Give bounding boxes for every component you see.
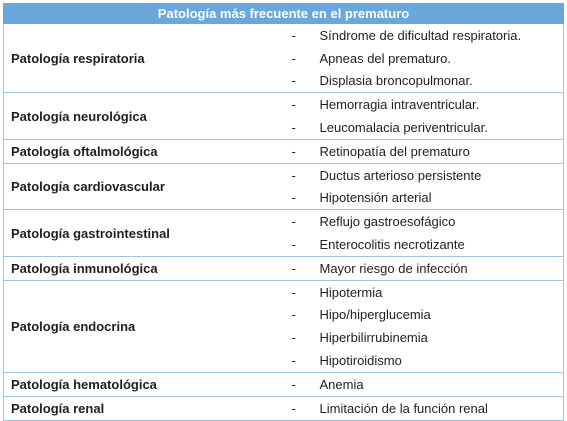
- table-row: [4, 163, 564, 210]
- category-label: Patología cardiovascular: [4, 163, 284, 210]
- item-text: Hipotensión arterial: [319, 190, 432, 206]
- dash-bullet: -: [291, 167, 296, 183]
- items-cell: [284, 210, 564, 257]
- list-item: [284, 47, 564, 70]
- category-label: Patología oftalmológica: [4, 139, 284, 163]
- list-item: [284, 304, 564, 327]
- dash-bullet: -: [291, 330, 296, 346]
- table-row: [4, 139, 564, 163]
- table-row: [4, 396, 564, 420]
- items-cell: [284, 163, 564, 210]
- dash-bullet: -: [291, 120, 296, 136]
- dash-bullet: -: [291, 353, 296, 369]
- list-item: [284, 210, 564, 233]
- items-cell: [284, 139, 564, 163]
- list-item: [284, 116, 564, 139]
- category-label: Patología endocrina: [4, 280, 284, 372]
- list-item: [284, 397, 564, 420]
- table-row: [4, 280, 564, 372]
- dash-bullet: -: [291, 237, 296, 253]
- category-label: Patología inmunológica: [4, 256, 284, 280]
- items-cell: [284, 24, 564, 93]
- item-text: Síndrome de dificultad respiratoria.: [319, 27, 522, 43]
- list-item: [284, 373, 564, 396]
- dash-bullet: -: [291, 50, 296, 66]
- list-item: [284, 349, 564, 372]
- dash-bullet: -: [291, 260, 296, 276]
- item-text: Hipotermia: [319, 284, 383, 300]
- list-item: [284, 233, 564, 256]
- dash-bullet: -: [291, 307, 296, 323]
- item-text: Anemia: [319, 376, 364, 392]
- dash-bullet: -: [291, 143, 296, 159]
- items-cell: [284, 93, 564, 140]
- category-label: Patología gastrointestinal: [4, 210, 284, 257]
- pathology-table: [3, 3, 564, 421]
- dash-bullet: -: [291, 97, 296, 113]
- table-row: [4, 372, 564, 396]
- list-item: [284, 164, 564, 187]
- item-text: Limitación de la función renal: [319, 400, 488, 416]
- table-row: [4, 210, 564, 257]
- item-text: Apneas del prematuro.: [319, 50, 452, 66]
- dash-bullet: -: [291, 400, 296, 416]
- category-label: Patología hematológica: [4, 372, 284, 396]
- item-text: Leucomalacia periventricular.: [319, 120, 488, 136]
- list-item: [284, 257, 564, 280]
- item-text: Hipo/hiperglucemia: [319, 307, 431, 323]
- items-cell: [284, 256, 564, 280]
- list-item: [284, 70, 564, 93]
- category-label: Patología renal: [4, 396, 284, 420]
- table-body: [4, 24, 564, 421]
- table-row: [4, 93, 564, 140]
- item-text: Hipotiroidismo: [319, 353, 402, 369]
- dash-bullet: -: [291, 73, 296, 89]
- item-text: Enterocolitis necrotizante: [319, 237, 465, 253]
- category-label: Patología respiratoria: [4, 24, 284, 93]
- dash-bullet: -: [291, 376, 296, 392]
- items-cell: [284, 396, 564, 420]
- dash-bullet: -: [291, 284, 296, 300]
- list-item: [284, 281, 564, 304]
- list-item: [284, 187, 564, 210]
- list-item: [284, 93, 564, 116]
- list-item: [284, 326, 564, 349]
- item-text: Hiperbilirrubinemia: [319, 330, 428, 346]
- category-label: Patología neurológica: [4, 93, 284, 140]
- item-text: Mayor riesgo de infección: [319, 260, 468, 276]
- items-cell: [284, 280, 564, 372]
- item-text: Reflujo gastroesofágico: [319, 214, 456, 230]
- item-text: Retinopatía del prematuro: [319, 143, 470, 159]
- table-title: Patología más frecuente en el prematuro: [4, 4, 564, 24]
- item-text: Displasia broncopulmonar.: [319, 73, 473, 89]
- item-text: Ductus arterioso persistente: [319, 167, 482, 183]
- table-row: [4, 256, 564, 280]
- items-cell: [284, 372, 564, 396]
- dash-bullet: -: [291, 190, 296, 206]
- item-text: Hemorragia intraventricular.: [319, 97, 480, 113]
- table-row: [4, 24, 564, 93]
- list-item: [284, 140, 564, 163]
- dash-bullet: -: [291, 214, 296, 230]
- list-item: [284, 24, 564, 47]
- dash-bullet: -: [291, 27, 296, 43]
